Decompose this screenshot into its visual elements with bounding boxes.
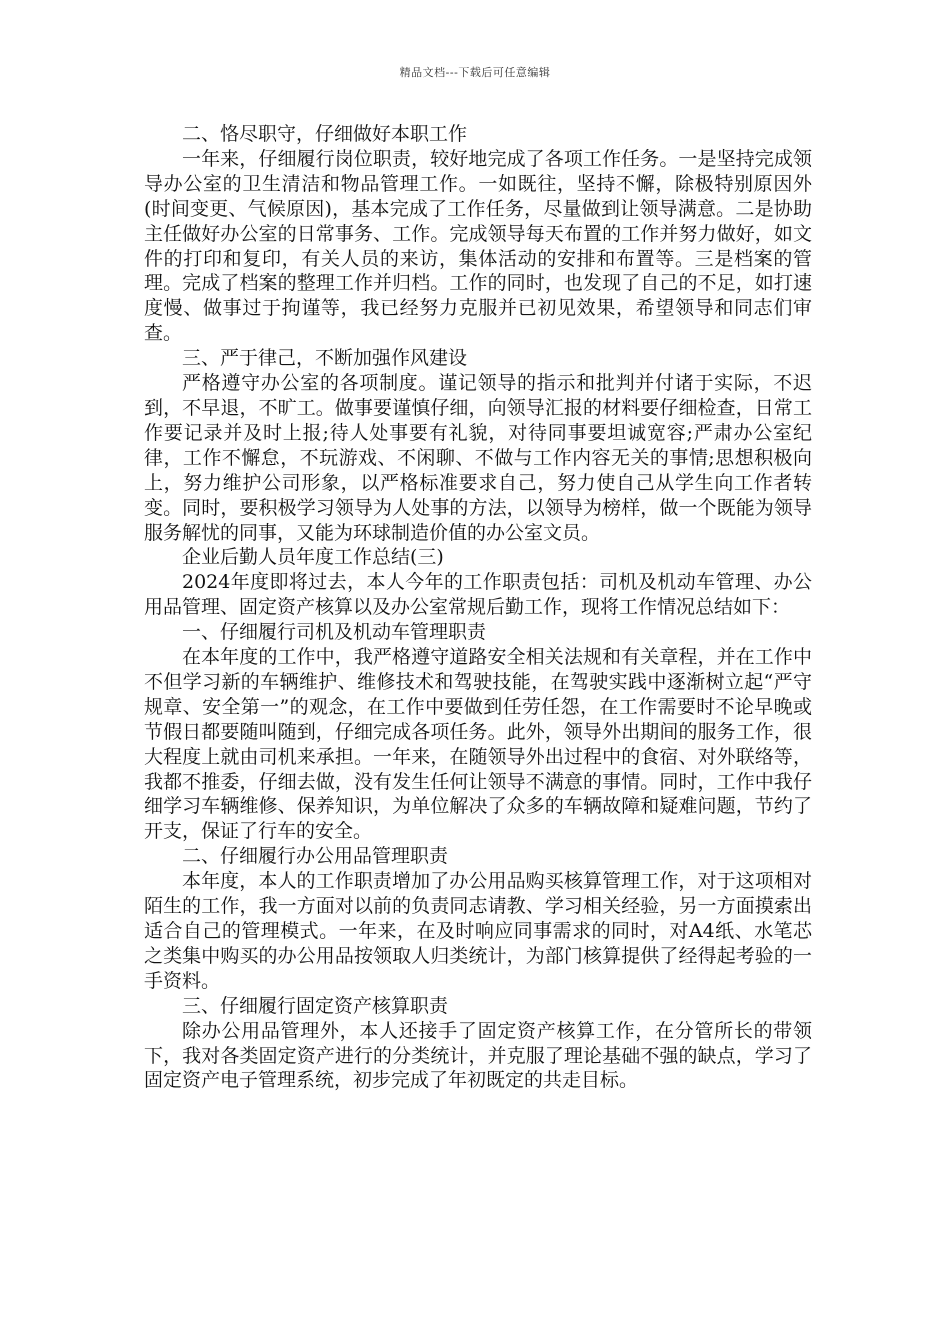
paragraph-discipline: 严格遵守办公室的各项制度。谨记领导的指示和批判并付诸于实际，不迟到，不早退，不旷工。做事要谨慎仔细，向领导汇报的材料要仔细检查，日常工作要记录并及时上报;待人处事要有礼貌，对待同事要坦诚宽容;严肃办公室纪律，工作不懈怠，不玩游戏、不闲聊、不做与工作内容无关的事情;思想积极向上，努力维护公司形象，以严格标准要求自己，努力使自己从学生向工作者转变。同时，要积极学习领导为人处事的方法，以领导为榜样，做一个既能为领导服务解忧的同事，又能为环球制造价值的办公室文员。 [144,372,812,544]
page-header: 精品文档---下载后可任意编辑 [399,66,551,79]
document-body [144,122,812,1093]
paragraph-intro: 2024年度即将过去，本人今年的工作职责包括：司机及机动车管理、办公用品管理、固定资产核算以及办公室常规后勤工作，现将工作情况总结如下： [144,571,812,619]
section-heading-office-supplies: 二、仔细履行办公用品管理职责 [182,845,449,868]
paragraph-driver: 在本年度的工作中，我严格遵守道路安全相关法规和有关章程，并在工作中不但学习新的车辆维护、维修技术和驾驶技能，在驾驶实践中逐渐树立起“严守规章、安全第一”的观念，在工作中要做到任劳任怨，在工作需要时不论早晚或节假日都要随叫随到，仔细完成各项任务。此外，领导外出期间的服务工作，很大程度上就由司机来承担。一年来，在随领导外出过程中的食宿、对外联络等，我都不推委，仔细去做，没有发生任何让领导不满意的事情。同时，工作中我仔细学习车辆维修、保养知识，为单位解决了众多的车辆故障和疑难问题，节约了开支，保证了行车的安全。 [144,646,812,843]
section-heading-fixed-assets: 三、仔细履行固定资产核算职责 [182,994,449,1017]
document-title-summary-3: 企业后勤人员年度工作总结(三) [182,546,444,569]
paragraph-fixed-assets: 除办公用品管理外，本人还接手了固定资产核算工作，在分管所长的带领下，我对各类固定资产进行的分类统计，并克服了理论基础不强的缺点，学习了固定资产电子管理系统，初步完成了年初既定的共走目标。 [144,1019,812,1092]
section-heading-duty: 二、恪尽职守，仔细做好本职工作 [182,123,468,145]
paragraph-duty: 一年来，仔细履行岗位职责，较好地完成了各项工作任务。一是坚持完成领导办公室的卫生清洁和物品管理工作。一如既往，坚持不懈，除极特别原因外(时间变更、气候原因)，基本完成了工作任务，尽量做到让领导满意。二是协助主任做好办公室的日常事务、工作。完成领导每天布置的工作并努力做好，如文件的打印和复印，有关人员的来访，集体活动的安排和布置等。三是档案的管理。完成了档案的整理工作并归档。工作的同时，也发现了自己的不足，如打速度慢、做事过于拘谨等，我已经努力克服并已初见效果，希望领导和同志们审查。 [144,147,812,345]
section-heading-discipline: 三、严于律己，不断加强作风建设 [182,347,468,370]
paragraph-office-supplies: 本年度，本人的工作职责增加了办公用品购买核算管理工作，对于这项相对陌生的工作，我一方面对以前的负责同志请教、学习相关经验，另一方面摸索出适合自己的管理模式。一年来，在及时响应同事需求的同时，对A4纸、水笔芯之类集中购买的办公用品按领取人归类统计，为部门核算提供了经得起考验的一手资料。 [144,870,812,992]
section-heading-driver: 一、仔细履行司机及机动车管理职责 [182,621,487,644]
